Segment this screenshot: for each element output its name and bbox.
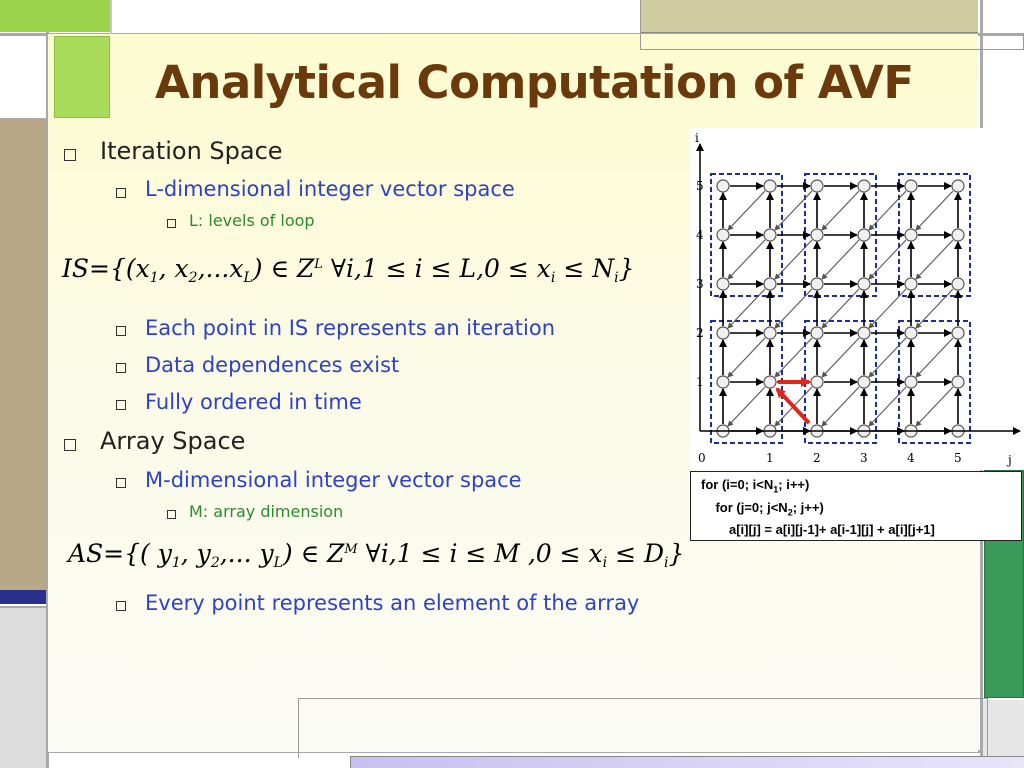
bullet-m-array: M: array dimension xyxy=(189,502,344,521)
iteration-node xyxy=(764,278,776,290)
y-tick-label: 1 xyxy=(696,375,704,389)
iteration-node xyxy=(905,327,917,339)
y-tick-label: 4 xyxy=(696,228,704,242)
iteration-node xyxy=(858,278,870,290)
iteration-node xyxy=(952,229,964,241)
bullet-square-icon xyxy=(167,510,176,519)
code-line-2: for (j=0; $j<N_2$; j++) xyxy=(701,499,824,518)
bullet-l-dimensional: L-dimensional integer vector space xyxy=(145,177,515,201)
bullet-m-dimensional: M-dimensional integer vector space xyxy=(145,468,522,492)
iteration-node xyxy=(905,180,917,192)
bullet-array-space: Array Space xyxy=(100,427,246,455)
equation-array-space: AS={( $y_1$, $y_2$,... $y_L$) ∈ $Z^M$ ∀i,1 ≤ i ≤ M $,0 \le x_i \le D_i$} xyxy=(68,539,685,571)
bullet-l-levels: L: levels of loop xyxy=(189,211,315,230)
iteration-node xyxy=(952,180,964,192)
iteration-node xyxy=(717,376,729,388)
bullet-fully-ordered: Fully ordered in time xyxy=(145,390,362,414)
iteration-node xyxy=(717,180,729,192)
bullet-square-icon xyxy=(64,149,76,161)
iteration-node xyxy=(858,376,870,388)
x-tick-label: 4 xyxy=(907,451,915,465)
bullet-square-icon xyxy=(116,601,126,611)
equation-iteration-space: $IS=\{(x_1$, $x_2,...x_L$) ∈ $Z^L$ ∀i,1 ≤ $i \le L,0 \le x_i \le N_i$} xyxy=(62,254,635,286)
iteration-node xyxy=(764,376,776,388)
iteration-node xyxy=(952,327,964,339)
bullet-iteration-space: Iteration Space xyxy=(100,137,283,165)
deco-block-tan xyxy=(0,120,46,590)
y-tick-label: 2 xyxy=(696,326,704,340)
y-tick-label: 5 xyxy=(696,179,704,193)
bullet-data-dependences: Data dependences exist xyxy=(145,353,400,377)
bullet-square-icon xyxy=(116,363,126,373)
bullet-square-icon xyxy=(116,188,126,198)
iteration-node xyxy=(717,278,729,290)
j-axis-label: j xyxy=(1008,453,1012,467)
iteration-node xyxy=(717,229,729,241)
y-tick-label: 3 xyxy=(696,277,704,291)
x-tick-label: 2 xyxy=(813,451,821,465)
deco-block-lime-side xyxy=(54,36,110,118)
iteration-node xyxy=(717,327,729,339)
deco-block-lime-top xyxy=(0,0,110,32)
code-box xyxy=(690,471,1022,541)
x-tick-label: 5 xyxy=(954,451,962,465)
bullet-square-icon xyxy=(116,400,126,410)
x-tick-label: 3 xyxy=(860,451,868,465)
bullet-every-point: Every point represents an element of the array xyxy=(145,591,640,615)
iteration-node xyxy=(905,376,917,388)
iteration-node xyxy=(905,278,917,290)
iteration-node xyxy=(858,327,870,339)
bullet-square-icon xyxy=(116,478,126,488)
iteration-node xyxy=(764,180,776,192)
iteration-node xyxy=(764,229,776,241)
iteration-node xyxy=(952,278,964,290)
iteration-space-graph xyxy=(690,128,1024,470)
i-axis-label: i xyxy=(695,131,699,145)
iteration-node xyxy=(905,229,917,241)
deco-block-grey-left xyxy=(0,608,46,768)
iteration-node xyxy=(764,327,776,339)
x-tick-label: 1 xyxy=(766,451,774,465)
iteration-node xyxy=(811,229,823,241)
deco-block-navy xyxy=(0,590,46,604)
frame-line-vertical-faint xyxy=(110,0,112,34)
code-line-1: for (i=0; $i<N_1$; i++) xyxy=(701,477,810,495)
iteration-node xyxy=(858,180,870,192)
iteration-node xyxy=(952,376,964,388)
iteration-node xyxy=(811,376,823,388)
slide-title: Analytical Computation of AVF xyxy=(155,56,914,109)
x-tick-label: 0 xyxy=(698,451,706,465)
iteration-node xyxy=(858,229,870,241)
bullet-square-icon xyxy=(116,326,126,336)
iteration-node xyxy=(811,327,823,339)
deco-outline-bottom xyxy=(298,698,988,758)
deco-block-olive-outline xyxy=(640,0,1024,50)
iteration-node xyxy=(811,180,823,192)
graph-background xyxy=(690,128,1024,470)
deco-block-right-top xyxy=(983,0,1024,33)
bullet-each-point: Each point in IS represents an iteration xyxy=(145,316,556,340)
iteration-node xyxy=(811,278,823,290)
deco-gradient-bottom xyxy=(350,756,1024,768)
code-line-3: a[i][j] = a[i][j-1]+ a[i-1][j] + a[i][j+1] xyxy=(729,522,935,538)
bullet-square-icon xyxy=(167,219,176,228)
bullet-square-icon xyxy=(64,439,76,451)
